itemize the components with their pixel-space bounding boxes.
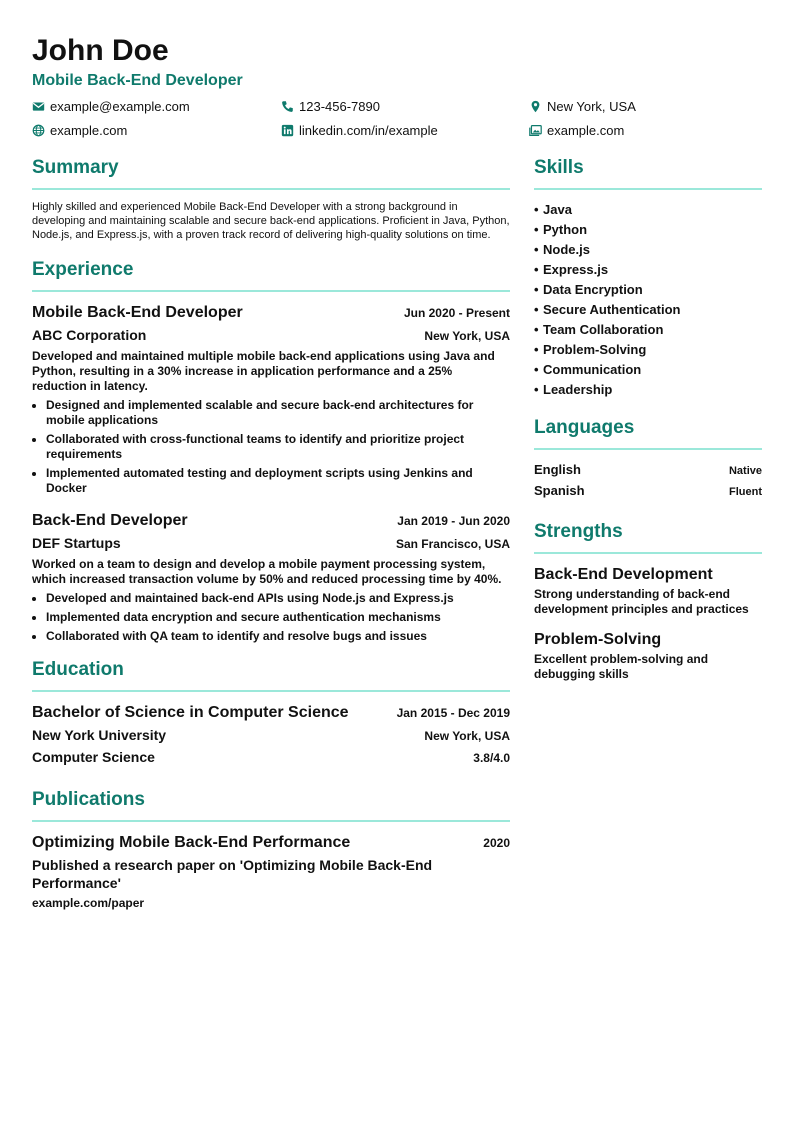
- strength-description: Excellent problem-solving and debugging skills: [534, 652, 709, 681]
- contact-phone[interactable]: [281, 97, 380, 115]
- portfolio-icon: [529, 124, 542, 137]
- list-item: • Implemented data encryption and secure authentication mechanisms: [46, 610, 510, 625]
- language-name: English: [534, 462, 581, 477]
- publications-section: [32, 788, 510, 910]
- website-text: example.com: [50, 122, 128, 138]
- strength-title: Problem-Solving: [534, 631, 662, 648]
- list-item: • Developed and maintained back-end APIs using Node.js and Express.js: [46, 591, 510, 606]
- list-item: • Data Encryption: [534, 282, 643, 297]
- experience-entry: [32, 302, 510, 496]
- phone-icon: [281, 100, 294, 113]
- location-pin-icon: [529, 100, 542, 113]
- contact-portfolio[interactable]: [529, 121, 624, 139]
- job-title: Back-End Developer: [32, 512, 188, 529]
- job-description: Developed and maintained multiple mobile back-end applications using Java and Python, resulting in a 30% increase in application performance and a 25% reduction in latency.: [32, 349, 495, 393]
- list-item: • Collaborated with cross-functional teams to identify and prioritize project requirements: [46, 432, 510, 462]
- job-bullets: [32, 398, 510, 496]
- summary-heading: Summary: [32, 156, 510, 190]
- publication-title: Optimizing Mobile Back-End Performance: [32, 834, 351, 851]
- left-column: [32, 156, 510, 910]
- list-item: • Python: [534, 222, 588, 237]
- list-item: • Node.js: [534, 242, 590, 257]
- job-location: New York, USA: [424, 329, 510, 343]
- contact-website[interactable]: [32, 121, 127, 139]
- candidate-name: John Doe: [32, 34, 169, 67]
- list-item: • Collaborated with QA team to identify and resolve bugs and issues: [46, 629, 510, 644]
- degree-name: Bachelor of Science in Computer Science: [32, 704, 349, 721]
- strength-description: Strong understanding of back-end development principles and practices: [534, 587, 749, 616]
- job-dates: Jun 2020 - Present: [403, 306, 510, 320]
- skills-heading: Skills: [534, 156, 762, 190]
- language-level: Native: [728, 465, 762, 477]
- list-item: • Designed and implemented scalable and secure back-end architectures for mobile applications: [46, 398, 510, 428]
- language-row: [534, 460, 762, 481]
- contact-linkedin[interactable]: [281, 121, 438, 139]
- publication-year: 2020: [483, 836, 510, 850]
- resume-page: [32, 32, 762, 910]
- languages-heading: Languages: [534, 416, 762, 450]
- list-item: • Communication: [534, 362, 642, 377]
- job-bullets: [32, 591, 510, 644]
- globe-icon: [32, 124, 45, 137]
- language-row: [534, 481, 762, 502]
- languages-section: [534, 416, 762, 502]
- education-dates: Jan 2015 - Dec 2019: [396, 706, 510, 720]
- job-title: Mobile Back-End Developer: [32, 304, 243, 321]
- right-column: [534, 156, 762, 694]
- skills-section: [534, 156, 762, 400]
- language-level: Fluent: [729, 486, 762, 498]
- list-item: • Java: [534, 202, 572, 217]
- email-text: example@example.com: [50, 98, 190, 114]
- contact-location: [529, 97, 636, 115]
- portfolio-text: example.com: [547, 122, 625, 138]
- strength-title: Back-End Development: [534, 566, 713, 583]
- experience-entry: [32, 510, 510, 644]
- strengths-heading: Strengths: [534, 520, 762, 554]
- location-text: New York, USA: [547, 98, 636, 114]
- education-heading: Education: [32, 658, 510, 692]
- publication-description: Published a research paper on 'Optimizing Mobile Back-End Performance': [32, 857, 433, 891]
- contact-email[interactable]: [32, 97, 190, 115]
- gpa-value: 3.8/4.0: [473, 751, 510, 765]
- list-item: • Team Collaboration: [534, 322, 664, 337]
- candidate-title: Mobile Back-End Developer: [32, 72, 243, 89]
- language-name: Spanish: [534, 483, 585, 498]
- email-icon: [32, 100, 45, 113]
- job-dates: Jan 2019 - Jun 2020: [397, 514, 510, 528]
- linkedin-icon: [281, 124, 294, 137]
- skills-list: [534, 200, 762, 400]
- summary-section: [32, 156, 510, 242]
- list-item: • Implemented automated testing and deployment scripts using Jenkins and Docker: [46, 466, 510, 496]
- job-description: Worked on a team to design and develop a mobile payment processing system, which increased transaction volume by 50% and reduced processing time by 40%.: [32, 557, 502, 586]
- publication-link[interactable]: example.com/paper: [32, 896, 145, 910]
- job-location: San Francisco, USA: [395, 537, 510, 551]
- list-item: • Express.js: [534, 262, 609, 277]
- list-item: • Leadership: [534, 382, 613, 397]
- school-name: New York University: [32, 727, 167, 743]
- strengths-section: [534, 520, 762, 682]
- experience-heading: Experience: [32, 258, 510, 292]
- school-location: New York, USA: [424, 729, 510, 743]
- list-item: • Secure Authentication: [534, 302, 681, 317]
- linkedin-text: linkedin.com/in/example: [299, 122, 438, 138]
- company-name: DEF Startups: [32, 535, 121, 551]
- phone-text: 123-456-7890: [299, 98, 380, 114]
- experience-section: [32, 258, 510, 644]
- field-of-study: Computer Science: [32, 749, 155, 765]
- list-item: • Problem-Solving: [534, 342, 647, 357]
- publications-heading: Publications: [32, 788, 510, 822]
- contact-info: [32, 97, 762, 145]
- education-section: [32, 658, 510, 768]
- company-name: ABC Corporation: [32, 327, 147, 343]
- summary-text: Highly skilled and experienced Mobile Back-End Developer with a strong background in developing and maintaining scalable and secure back-end applications. Proficient in Java, Python, Node.js, and Express.js, with a proven track record of delivering high-quality solutions on time.: [32, 201, 510, 241]
